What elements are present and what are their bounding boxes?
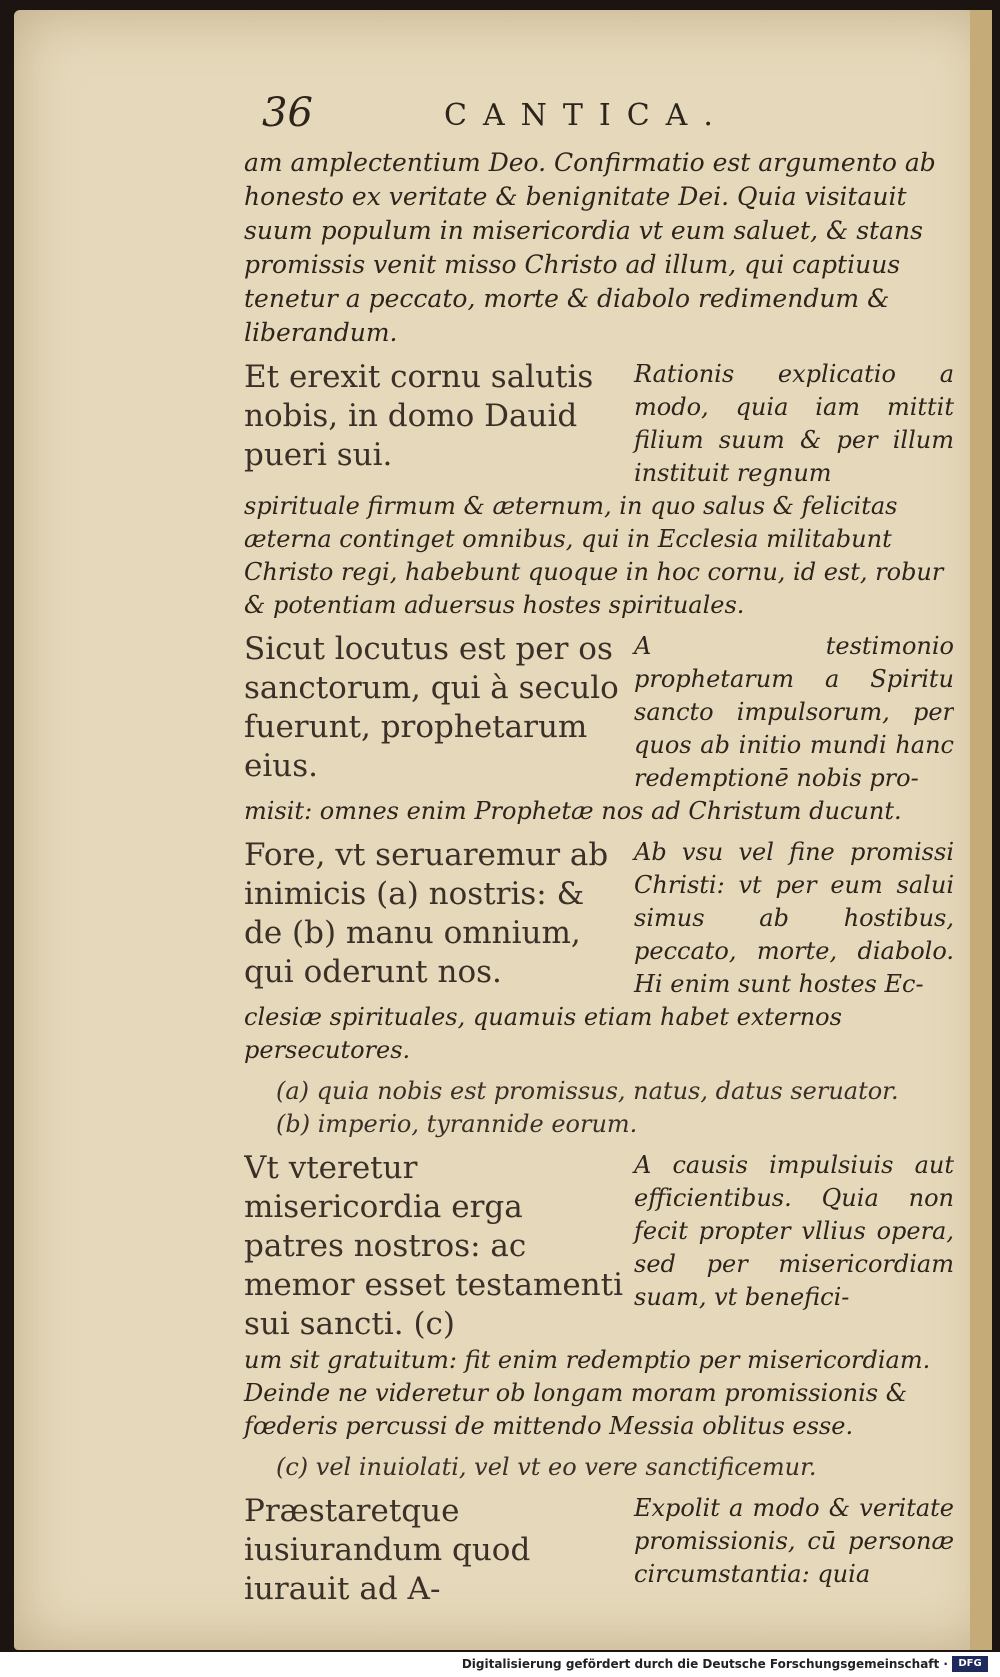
commentary-continuation: um sit gratuitum: fit enim redemptio per misericordiam. Deinde ne videretur ob longam moram promissionis & fœderis percussi de mittendo Messia oblitus esse. — [244, 1346, 931, 1440]
intro-paragraph: am amplectentium Deo. Confirmatio est argumento ab honesto ex veritate & benignitate Dei. Quia visitauit suum populum in misericordia vt eum saluet, & stans promissis venit misso Christo ad illum, qui captiuus tenetur a peccato, morte & diabolo redimendum & liberandum. — [244, 148, 936, 347]
side-commentary: Rationis explicatio a modo, quia iam mittit filium suum & per illum instituit regnum — [634, 360, 954, 487]
section-5 — [244, 1492, 954, 1609]
dfg-logo: DFG — [952, 1656, 988, 1672]
page-edge — [970, 10, 992, 1650]
commentary-continuation: clesiæ spirituales, quamuis etiam habet externos persecutores. — [244, 1003, 842, 1064]
digitization-footer — [0, 1652, 1000, 1677]
commentary-continuation: misit: omnes enim Prophetæ nos ad Christum ducunt. — [244, 797, 902, 825]
side-commentary: Ab vsu vel fine promissi Christi: vt per eum salui simus ab hostibus, peccato, morte, diabolo. Hi enim sunt hostes Ec- — [634, 838, 954, 998]
commentary-continuation: spirituale firmum & æternum, in quo salus & felicitas æterna continget omnibus, qui in Ecclesia militabunt Christo regi, habebunt quoque in hoc cornu, id est, robur & potentiam aduersus hostes spirituales. — [244, 492, 944, 619]
verse-text: Et erexit cornu salutis nobis, in domo Dauid pueri sui. — [244, 359, 594, 473]
side-commentary: Expolit a modo & veritate promissionis, cū personæ circumstantia: quia — [634, 1494, 954, 1588]
running-title: CANTICA. — [444, 98, 729, 133]
section-4 — [244, 1149, 954, 1492]
footnote-b: (b) imperio, tyrannide eorum. — [276, 1110, 638, 1138]
section-3 — [244, 836, 954, 1149]
footnote-a: (a) quia nobis est promissus, natus, datus seruator. — [276, 1077, 899, 1105]
page-header — [244, 90, 954, 146]
page-content — [244, 90, 954, 1609]
verse-text: Vt vteretur misericordia erga patres nostros: ac memor esset testamenti sui sancti. (c) — [244, 1150, 624, 1342]
footer-credit: Digitalisierung gefördert durch die Deutsche Forschungsgemeinschaft · — [461, 1657, 948, 1671]
side-commentary: A causis impulsiuis aut efficientibus. Quia non fecit propter vllius opera, sed per misericordiam suam, vt benefici- — [634, 1151, 954, 1311]
footnote-c: (c) vel inuiolati, vel vt eo vere sanctificemur. — [276, 1453, 817, 1481]
verse-text: Fore, vt seruaremur ab inimicis (a) nostris: & de (b) manu omnium, qui oderunt nos. — [244, 837, 609, 990]
verse-text: Sicut locutus est per os sanctorum, qui à seculo fuerunt, prophetarum eius. — [244, 631, 619, 784]
section-1 — [244, 358, 954, 622]
page-number: 36 — [262, 90, 313, 136]
verse-text: Præstaretque iusiurandum quod iurauit ad A- — [244, 1493, 531, 1607]
section-2 — [244, 630, 954, 828]
side-commentary: A testimonio prophetarum a Spiritu sancto impulsorum, per quos ab initio mundi hanc redemptionē nobis pro- — [634, 632, 954, 792]
